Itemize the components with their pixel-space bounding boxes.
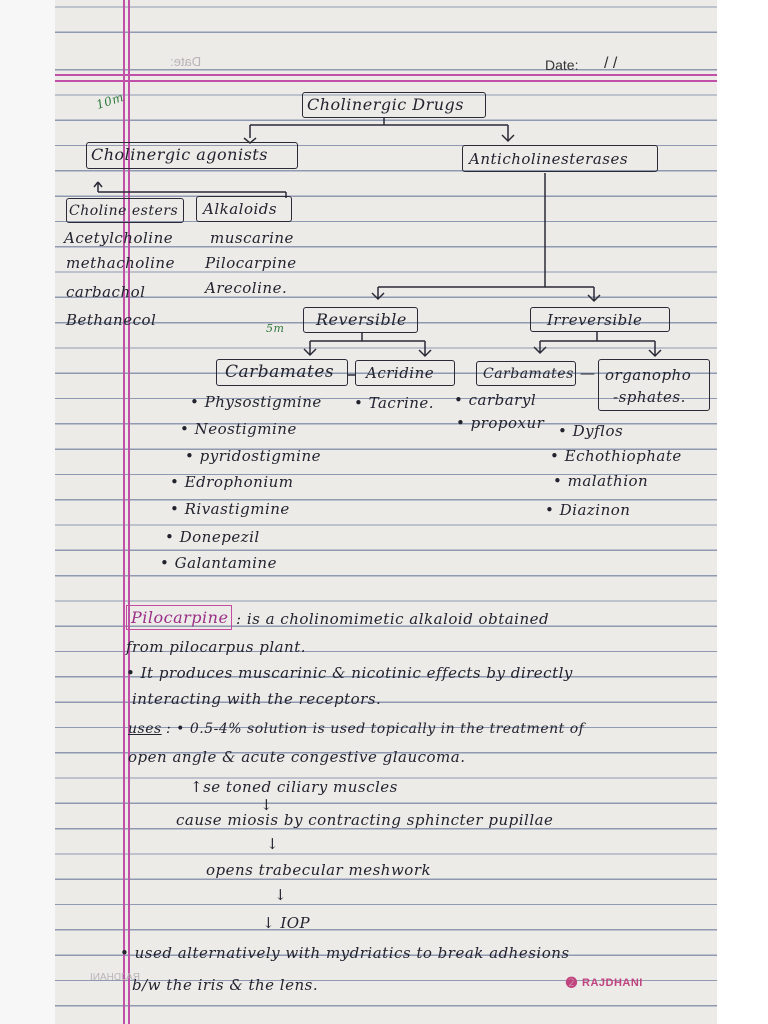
marks-10m: 10m [94,89,126,113]
flow-step: ↓ IOP [262,914,311,932]
pilocarpine-title-box [126,605,232,630]
brand-name: RAJDHANI [582,977,643,989]
irreversible-carbamates-label: Carbamates [483,366,574,382]
organophosphates-label-2: -sphates. [613,388,686,406]
note-line: • used alternatively with mydriatics to break adhesions [120,944,570,962]
irreversible-carbamates-box [476,361,576,386]
alkaloids-label: Alkaloids [203,200,278,218]
note-line: interacting with the receptors. [132,690,382,708]
dash-separator: — [580,364,596,382]
uses-label: uses [128,721,162,737]
carbamates-label: Carbamates [225,362,335,382]
carbamate-drug: • Galantamine [160,554,277,572]
agonists-box [86,142,298,169]
alkaloid-item: muscarine [210,229,294,247]
choline-ester-item: Acetylcholine [64,229,174,247]
choline-esters-label: Choline esters [69,203,179,219]
date-value: / / [604,55,618,72]
irreversible-label: Irreversible [547,311,643,329]
carbamate-drug: • Physostigmine [190,393,322,411]
carbamate-drug: • pyridostigmine [185,447,321,465]
choline-ester-item: Bethanecol [66,311,157,329]
brand-logo-icon: ➋ [566,975,578,990]
alkaloid-item: Arecoline. [205,279,288,297]
note-line: b/w the iris & the lens. [132,976,319,994]
alkaloids-box [196,196,292,222]
choline-esters-box [66,198,184,223]
organophosphate-drug: • Echothiophate [550,447,682,465]
root-box [302,92,486,118]
organophosphate-drug: • Diazinon [545,501,631,519]
carbamate-drug: • Edrophonium [170,473,294,491]
acridine-label: Acridine [366,364,435,382]
flow-arrow: ↓ [274,886,288,904]
organophosphate-drug: • Dyflos [558,422,624,440]
alkaloid-item: Pilocarpine [205,254,297,272]
flow-step: ↑se toned ciliary muscles [190,778,398,796]
note-line: : is a cholinomimetic alkaloid obtained [236,610,550,628]
pilocarpine-title: Pilocarpine [131,608,229,627]
root-label: Cholinergic Drugs [307,95,464,114]
marks-5m: 5m [266,322,285,335]
note-line: open angle & acute congestive glaucoma. [128,748,466,766]
flow-step: cause miosis by contracting sphincter pupillae [176,811,554,829]
ghost-date-label: Date: [170,54,202,69]
date-label: Date: [545,57,579,73]
carbamate-drug: • Rivastigmine [170,500,290,518]
reversible-box [303,307,418,333]
ghost-brand: RAJDHANI [90,972,141,983]
carbamate-drug: • Neostigmine [180,420,297,438]
irreversible-carbamate-drug: • carbaryl [454,391,537,409]
organophosphates-label-1: organopho [605,366,692,384]
note-line: • It produces muscarinic & nicotinic effects by directly [126,664,573,682]
acridine-drug: • Tacrine. [354,394,435,412]
reversible-label: Reversible [316,310,407,329]
choline-ester-item: carbachol [66,283,146,301]
irreversible-carbamate-drug: • propoxur [456,414,545,432]
acridine-box [355,360,455,386]
carbamate-drug: • Donepezil [165,528,260,546]
anticholinesterases-box [462,145,658,172]
flow-step: opens trabecular meshwork [206,861,432,879]
choline-ester-item: methacholine [66,254,175,272]
flow-arrow: ↓ [260,796,274,814]
note-line: from pilocarpus plant. [126,638,307,656]
note-line: : • 0.5-4% solution is used topically in the treatment of [166,721,585,737]
organophosphate-drug: • malathion [553,472,649,490]
anticholinesterases-label: Anticholinesterases [469,150,629,168]
flow-arrow: ↓ [266,835,280,853]
irreversible-box [530,307,670,332]
agonists-label: Cholinergic agonists [91,145,268,164]
organophosphates-box [598,359,710,411]
carbamates-box [216,359,348,386]
